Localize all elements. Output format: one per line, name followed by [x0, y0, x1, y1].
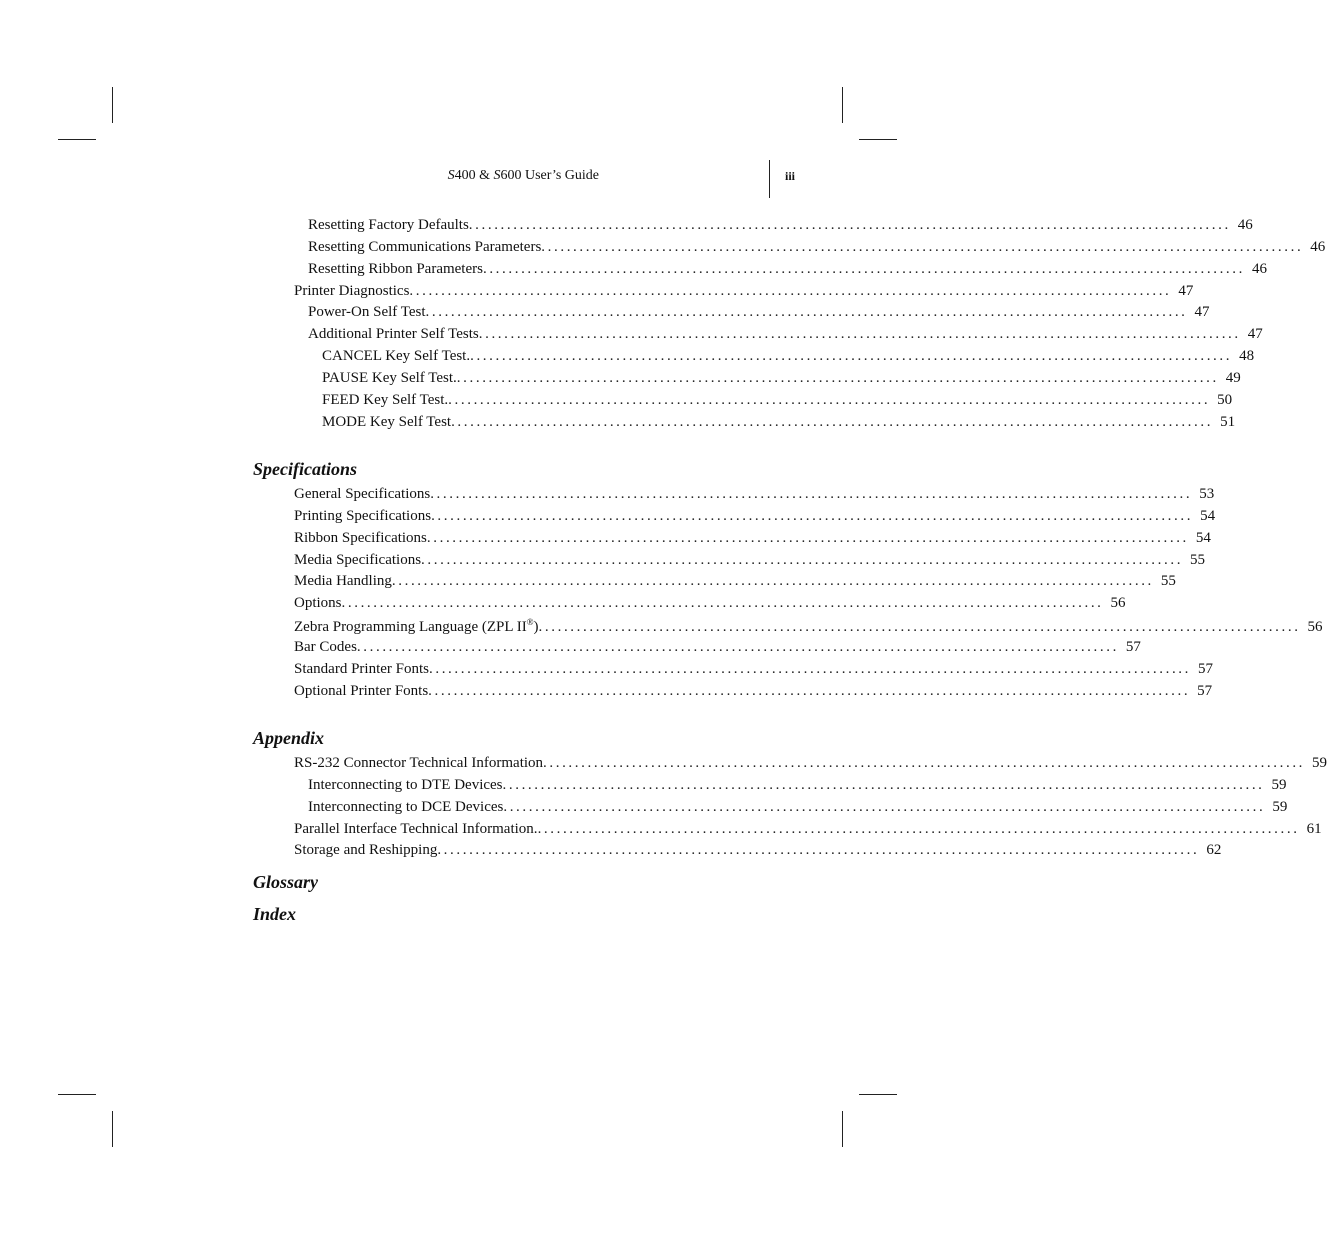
leader-dots: ........................................................................................................................	[425, 304, 1188, 320]
toc-page: 46	[1237, 217, 1253, 233]
title-s1: S	[447, 168, 455, 183]
leader-dots: ........................................................................................................................	[409, 283, 1172, 299]
toc-entry[interactable]	[308, 326, 1263, 346]
toc-page: 59	[1271, 777, 1287, 793]
toc-label: Optional Printer Fonts	[294, 683, 429, 699]
toc-label-tail: )	[533, 619, 539, 635]
leader-dots: ........................................................................................................................	[341, 595, 1104, 611]
toc-page: 49	[1225, 370, 1241, 386]
section-heading-index[interactable]: Index	[253, 904, 297, 924]
leader-dots: ........................................................................................................................	[502, 777, 1265, 793]
toc-entry[interactable]	[294, 486, 1215, 506]
crop-mark	[842, 87, 843, 123]
toc-label: Media Specifications	[294, 552, 422, 568]
toc-page: 55	[1190, 552, 1206, 568]
toc-page: 54	[1195, 530, 1211, 546]
toc-label-main: Zebra Programming Language (ZPL II	[294, 619, 527, 635]
leader-dots: ........................................................................................................................	[538, 619, 1301, 635]
toc-label: Additional Printer Self Tests	[308, 326, 479, 342]
toc-label: General Specifications	[294, 486, 431, 502]
toc-page: 46	[1310, 239, 1326, 255]
toc-page: 47	[1247, 326, 1263, 342]
toc-page: 57	[1198, 661, 1213, 677]
leader-dots: ........................................................................................................................	[429, 661, 1191, 677]
leader-dots: ........................................................................................................................	[478, 326, 1241, 342]
toc-label: Resetting Ribbon Parameters	[308, 261, 483, 277]
toc-label: Bar Codes	[294, 639, 357, 655]
toc-entry[interactable]	[308, 799, 1288, 819]
crop-mark	[859, 1094, 897, 1095]
toc-label: Parallel Interface Technical Information.	[294, 821, 538, 837]
toc-label: Resetting Factory Defaults	[308, 217, 469, 233]
toc-entry[interactable]	[294, 842, 1222, 862]
toc-label: PAUSE Key Self Test.	[322, 370, 457, 386]
toc-entry[interactable]	[308, 239, 1326, 259]
toc-entry[interactable]	[308, 777, 1287, 797]
leader-dots: ........................................................................................................................	[421, 552, 1184, 568]
toc-label: Standard Printer Fonts	[294, 661, 429, 677]
toc-label: Printer Diagnostics	[294, 283, 410, 299]
leader-dots: ........................................................................................................................	[543, 755, 1306, 771]
registered-mark: ®	[526, 617, 534, 627]
toc-entry[interactable]	[322, 414, 1236, 434]
toc-entry[interactable]	[294, 283, 1194, 303]
toc-entry[interactable]	[322, 392, 1233, 412]
document-title	[448, 168, 599, 184]
toc-entry[interactable]	[308, 217, 1253, 237]
toc-label: Media Handling	[294, 573, 392, 589]
toc-label: Storage and Reshipping	[294, 842, 438, 858]
toc-page: 62	[1206, 842, 1222, 858]
page-number: iii	[785, 169, 796, 183]
toc-page: 47	[1194, 304, 1210, 320]
toc-entry[interactable]	[294, 683, 1213, 703]
toc-page: 48	[1239, 348, 1255, 364]
title-rest: 600 User’s Guide	[500, 168, 599, 183]
leader-dots: ........................................................................................................................	[482, 261, 1245, 277]
toc-entry[interactable]	[294, 552, 1206, 572]
crop-mark	[112, 87, 113, 123]
section-heading-glossary[interactable]: Glossary	[253, 872, 319, 892]
toc-label: Power-On Self Test	[308, 304, 426, 320]
toc-entry[interactable]	[294, 755, 1327, 775]
toc-page: 55	[1160, 573, 1176, 589]
toc-label: Ribbon Specifications	[294, 530, 427, 546]
leader-dots: ........................................................................................................................	[431, 508, 1194, 524]
toc-entry[interactable]	[322, 348, 1255, 368]
toc-label	[294, 617, 539, 636]
toc-entry[interactable]	[308, 261, 1267, 281]
toc-entry[interactable]	[308, 304, 1210, 324]
toc-page: 56	[1307, 619, 1323, 635]
toc-entry[interactable]	[294, 821, 1322, 841]
leader-dots: ........................................................................................................................	[503, 799, 1266, 815]
toc-page: 51	[1220, 414, 1236, 430]
toc-page: 56	[1110, 595, 1126, 611]
leader-dots: ........................................................................................................................	[356, 639, 1119, 655]
crop-mark	[58, 1094, 96, 1095]
leader-dots: ........................................................................................................................	[456, 370, 1219, 386]
leader-dots: ........................................................................................................................	[430, 486, 1193, 502]
title-mid: 400 &	[454, 168, 494, 183]
toc-label: Interconnecting to DTE Devices	[308, 777, 503, 793]
leader-dots: ........................................................................................................................	[451, 414, 1214, 430]
section-heading-appendix[interactable]: Appendix	[253, 728, 325, 748]
section-heading-specifications[interactable]: Specifications	[253, 459, 357, 479]
toc-page: 59	[1312, 755, 1327, 771]
leader-dots: ........................................................................................................................	[391, 573, 1154, 589]
toc-label: Interconnecting to DCE Devices	[308, 799, 504, 815]
toc-page: 57	[1125, 639, 1141, 655]
running-header	[447, 160, 800, 196]
toc-entry[interactable]	[294, 661, 1213, 681]
crop-mark	[859, 139, 897, 140]
leader-dots: ........................................................................................................................	[541, 239, 1304, 255]
title-s2: S	[493, 168, 501, 183]
leader-dots: ........................................................................................................................	[437, 842, 1200, 858]
leader-dots: ........................................................................................................................	[428, 683, 1191, 699]
leader-dots: ........................................................................................................................	[448, 392, 1211, 408]
toc-entry[interactable]	[294, 639, 1141, 659]
toc-label: MODE Key Self Test	[322, 414, 452, 430]
crop-mark	[842, 1111, 843, 1147]
toc-entry[interactable]	[294, 573, 1176, 593]
toc-page: 47	[1178, 283, 1194, 299]
crop-mark	[58, 139, 96, 140]
toc-entry[interactable]	[322, 370, 1241, 390]
toc-page: 50	[1217, 392, 1233, 408]
toc-entry[interactable]	[294, 617, 1323, 637]
header-rule	[769, 160, 770, 198]
leader-dots: ........................................................................................................................	[468, 217, 1231, 233]
toc-label: Printing Specifications	[294, 508, 432, 524]
toc-label: Resetting Communications Parameters	[308, 239, 542, 255]
toc-entry[interactable]	[294, 508, 1216, 528]
toc-label: CANCEL Key Self Test.	[322, 348, 471, 364]
toc-page: 61	[1306, 821, 1322, 837]
toc-entry[interactable]	[294, 595, 1126, 615]
toc-page: 57	[1197, 683, 1213, 699]
toc-label: Options	[294, 595, 342, 611]
crop-mark	[112, 1111, 113, 1147]
toc-label: FEED Key Self Test.	[322, 392, 449, 408]
leader-dots: ........................................................................................................................	[426, 530, 1189, 546]
leader-dots: ........................................................................................................................	[537, 821, 1300, 837]
toc-entry[interactable]	[294, 530, 1211, 550]
toc-page: 46	[1251, 261, 1267, 277]
toc-page: 59	[1272, 799, 1288, 815]
toc-page: 54	[1200, 508, 1216, 524]
toc-page: 53	[1199, 486, 1215, 502]
leader-dots: ........................................................................................................................	[470, 348, 1233, 364]
toc-label: RS-232 Connector Technical Information	[294, 755, 544, 771]
